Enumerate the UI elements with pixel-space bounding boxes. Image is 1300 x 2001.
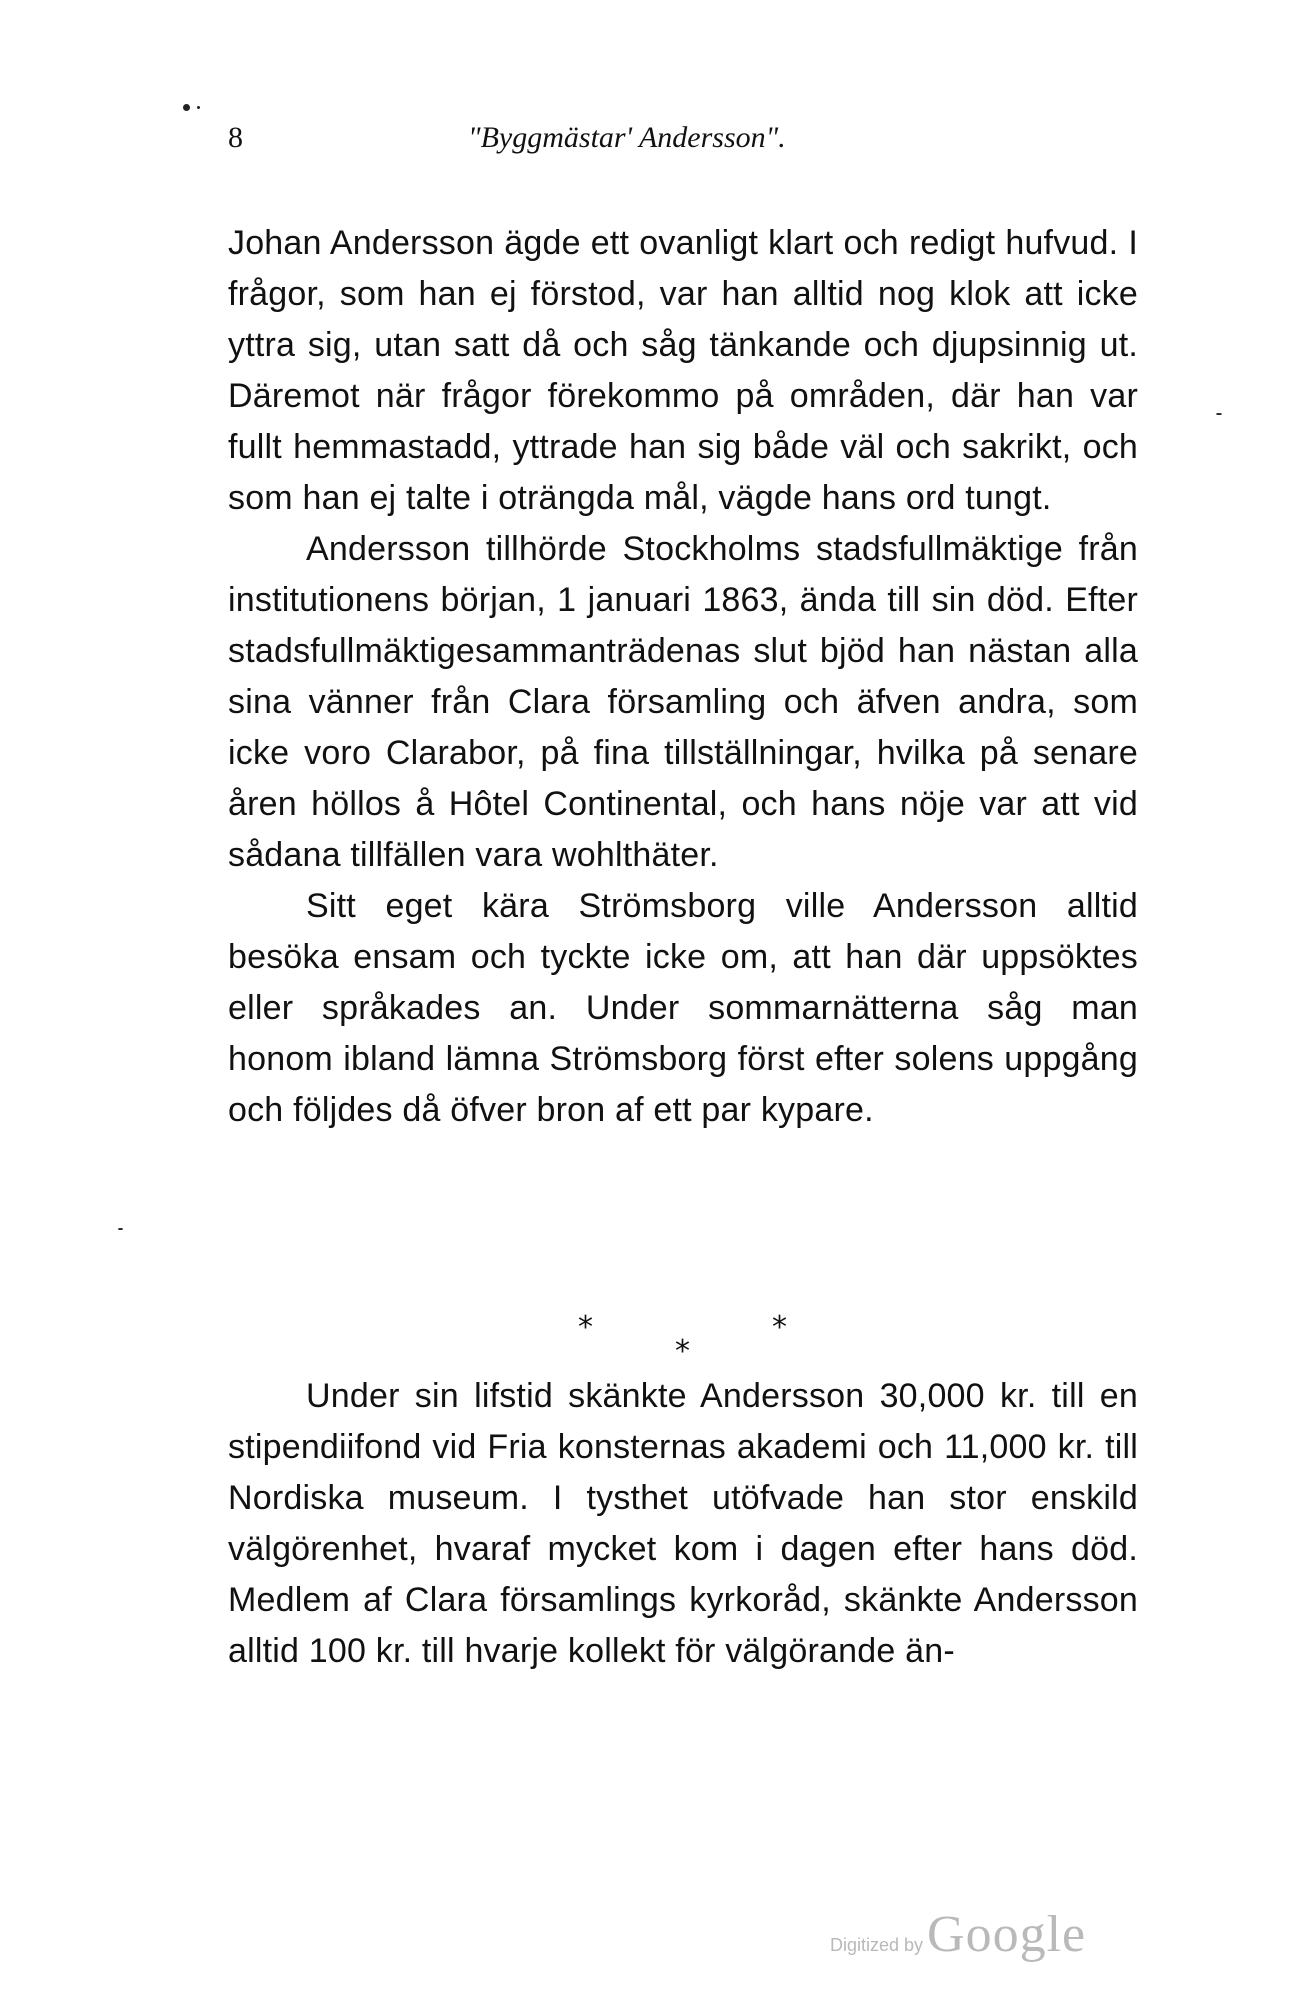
digitized-watermark	[830, 1905, 1086, 1965]
watermark-prefix: Digitized by	[830, 1935, 924, 1955]
section-asterism	[560, 1310, 800, 1370]
paragraph: Sitt eget kära Strömsborg ville Andersson alltid besöka ensam och tyckte icke om, att han där uppsöktes eller språkades an. Under sommarnätterna såg man honom ibland lämna Strömsborg först efter solens uppgång och följdes då öfver bron af ett par kypare.	[228, 887, 1138, 1129]
paragraph: Andersson tillhörde Stockholms stadsfullmäktige från institutionens början, 1 januari 1863, ända till sin död. Efter stadsfullmäktigesammanträdenas slut bjöd han nästan alla sina vänner från Clara församling och äfven andra, som icke voro Clarabor, på fina tillställningar, hvilka på senare åren höllos å Hôtel Continental, och hans nöje var att vid sådana tillfällen vara wohlthäter.	[228, 530, 1138, 874]
paragraph: Johan Andersson ägde ett ovanligt klart och redigt hufvud. I frågor, som han ej förstod, var han alltid nog klok att icke yttra sig, utan satt då och såg tänkande och djupsinnig ut. Däremot när frågor förekommo på områden, där han var fullt hemmastadd, yttrade han sig både väl och sakrikt, och som han ej talte i oträngda mål, vägde hans ord tungt.	[228, 224, 1138, 517]
running-head	[228, 118, 1128, 158]
paragraph: Under sin lifstid skänkte Andersson 30,000 kr. till en stipendiifond vid Fria konsternas akademi och 11,000 kr. till Nordiska museum. I tysthet utöfvade han stor enskild välgörenhet, hvaraf mycket kom i dagen efter hans död. Medlem af Clara församlings kyrkoråd, skänkte Andersson alltid 100 kr. till hvarje kollekt för välgörande än-	[228, 1377, 1138, 1670]
asterisk: *	[578, 1310, 593, 1345]
text-block-upper	[228, 218, 1138, 1136]
running-title: "Byggmästar' Andersson".	[468, 121, 786, 154]
print-speck	[1216, 413, 1222, 415]
print-speck	[118, 1228, 123, 1230]
asterisk: *	[675, 1334, 690, 1369]
asterisk: *	[772, 1310, 787, 1345]
print-speck	[197, 106, 200, 109]
page-number: 8	[228, 121, 243, 154]
text-block-lower	[228, 1371, 1138, 1677]
print-speck	[183, 104, 190, 111]
watermark-brand: Google	[927, 1906, 1087, 1963]
